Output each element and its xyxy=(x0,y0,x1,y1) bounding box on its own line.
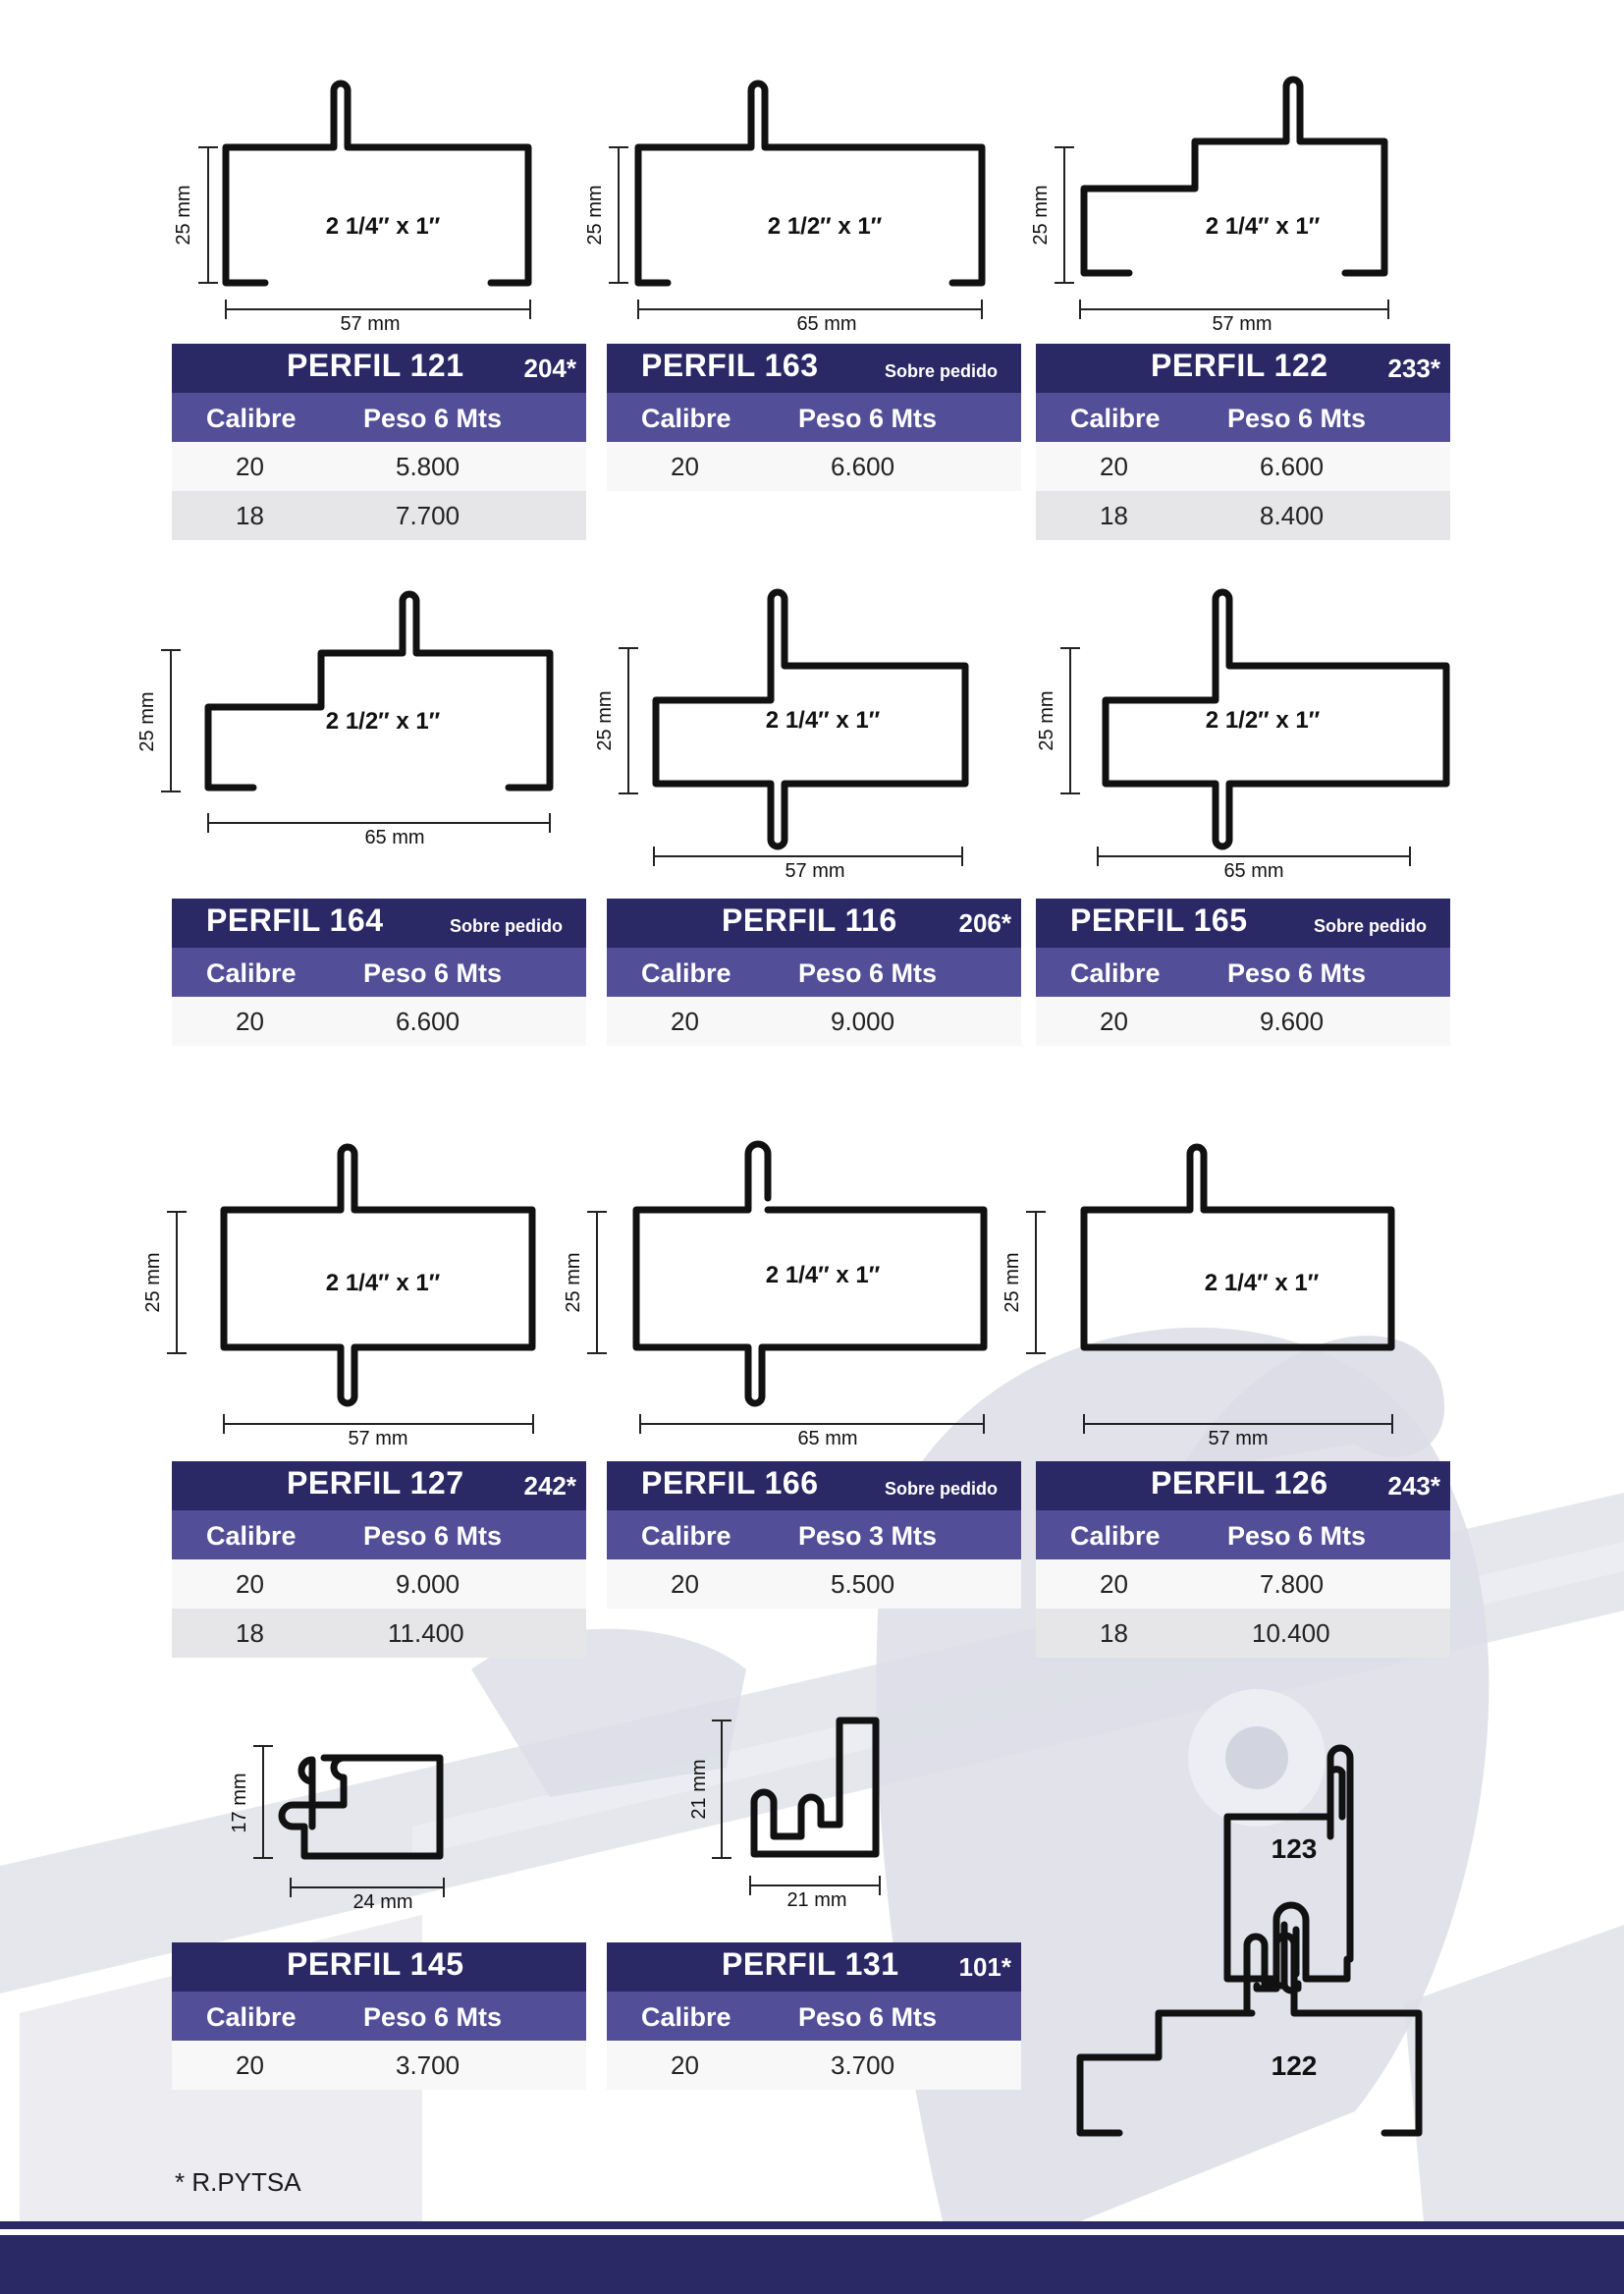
height-label: 21 mm xyxy=(688,1759,710,1820)
table-header xyxy=(1036,1461,1450,1510)
peso-value: 3.700 xyxy=(831,2050,895,2080)
col-calibre: Calibre xyxy=(641,958,731,988)
col-peso: Peso 6 Mts xyxy=(363,958,503,988)
profile-164-drawing xyxy=(137,579,560,854)
profile-126-drawing xyxy=(1001,1139,1424,1453)
profile-title: PERFIL 166 xyxy=(641,1465,819,1501)
profile-145-drawing xyxy=(226,1728,471,1925)
profile-166-table xyxy=(607,1461,1021,1609)
col-calibre: Calibre xyxy=(1070,404,1161,433)
table-header xyxy=(172,1942,586,1992)
profile-code: 242* xyxy=(523,1471,576,1501)
col-calibre: Calibre xyxy=(206,2002,297,2032)
profile-title: PERFIL 145 xyxy=(287,1946,464,1982)
col-calibre: Calibre xyxy=(1070,958,1161,988)
col-peso: Peso 6 Mts xyxy=(363,2002,503,2032)
calibre-value: 18 xyxy=(236,501,264,530)
table-header xyxy=(607,344,1021,393)
height-label: 25 mm xyxy=(1001,1252,1023,1313)
height-label: 25 mm xyxy=(563,1252,584,1313)
height-label: 25 mm xyxy=(136,691,158,752)
table-header xyxy=(607,899,1021,948)
profile-145-table xyxy=(172,1942,586,2090)
calibre-value: 18 xyxy=(236,1618,264,1648)
width-label: 21 mm xyxy=(786,1889,847,1911)
table-row xyxy=(607,2041,1021,2090)
profile-title: PERFIL 122 xyxy=(1151,348,1328,383)
profile-121-table xyxy=(172,344,586,540)
column-headers xyxy=(607,393,1021,442)
width-label: 65 mm xyxy=(796,313,857,335)
col-peso: Peso 6 Mts xyxy=(798,958,938,988)
table-row xyxy=(1036,491,1450,540)
calibre-value: 20 xyxy=(236,1569,264,1599)
peso-value: 7.800 xyxy=(1260,1569,1325,1599)
profile-code: 233* xyxy=(1387,354,1440,383)
footer-band xyxy=(0,2235,1624,2294)
profile-code: Sobre pedido xyxy=(884,361,998,381)
col-peso: Peso 6 Mts xyxy=(798,2002,938,2032)
profile-code: 204* xyxy=(523,354,576,383)
column-headers xyxy=(172,393,586,442)
col-peso: Peso 6 Mts xyxy=(1227,958,1367,988)
calibre-value: 20 xyxy=(671,1007,699,1036)
col-calibre: Calibre xyxy=(206,958,297,988)
column-headers xyxy=(1036,948,1450,997)
peso-value: 7.700 xyxy=(396,501,460,530)
height-label: 25 mm xyxy=(142,1252,164,1313)
calibre-value: 20 xyxy=(671,452,699,481)
peso-value: 10.400 xyxy=(1252,1618,1330,1648)
table-header xyxy=(172,1461,586,1510)
size-label: 2 1/2″ x 1″ xyxy=(325,708,441,735)
table-header xyxy=(172,344,586,393)
calibre-value: 20 xyxy=(236,2050,264,2080)
col-peso: Peso 6 Mts xyxy=(363,404,503,433)
table-header xyxy=(1036,899,1450,948)
height-label: 25 mm xyxy=(173,185,194,246)
calibre-value: 18 xyxy=(1100,1618,1128,1648)
profile-code: 243* xyxy=(1387,1471,1440,1501)
profile-126-table xyxy=(1036,1461,1450,1658)
table-header xyxy=(172,899,586,948)
table-row xyxy=(607,442,1021,491)
column-headers xyxy=(1036,393,1450,442)
table-header xyxy=(607,1461,1021,1510)
size-label: 2 1/4″ x 1″ xyxy=(1205,213,1321,240)
peso-value: 8.400 xyxy=(1260,501,1325,530)
column-headers xyxy=(172,1992,586,2041)
profile-code: Sobre pedido xyxy=(884,1479,998,1499)
profile-116-table xyxy=(607,899,1021,1046)
profile-131-drawing xyxy=(687,1709,933,1925)
col-calibre: Calibre xyxy=(641,404,731,433)
peso-value: 6.600 xyxy=(831,452,895,481)
table-row xyxy=(172,1559,586,1609)
col-peso: Peso 3 Mts xyxy=(798,1521,938,1551)
peso-value: 9.000 xyxy=(831,1007,895,1036)
calibre-value: 18 xyxy=(1100,501,1128,530)
column-headers xyxy=(1036,1510,1450,1559)
peso-value: 9.600 xyxy=(1260,1007,1325,1036)
table-row xyxy=(172,491,586,540)
height-label: 25 mm xyxy=(594,690,616,751)
profile-163-table xyxy=(607,344,1021,491)
profile-title: PERFIL 126 xyxy=(1151,1465,1328,1501)
profile-title: PERFIL 131 xyxy=(722,1946,899,1982)
profile-122-drawing xyxy=(1021,69,1414,344)
size-label: 2 1/4″ x 1″ xyxy=(765,1262,881,1288)
col-peso: Peso 6 Mts xyxy=(798,404,938,433)
height-label: 25 mm xyxy=(584,185,606,246)
table-row xyxy=(1036,997,1450,1046)
table-header xyxy=(1036,344,1450,393)
table-row xyxy=(1036,1609,1450,1658)
assembly-123-122-drawing xyxy=(1060,1728,1453,2141)
peso-value: 11.400 xyxy=(388,1618,464,1648)
col-peso: Peso 6 Mts xyxy=(1227,404,1367,433)
col-calibre: Calibre xyxy=(641,1521,731,1551)
calibre-value: 20 xyxy=(236,452,264,481)
profile-title: PERFIL 165 xyxy=(1070,902,1248,938)
profile-title: PERFIL 163 xyxy=(641,348,819,383)
height-label: 25 mm xyxy=(1030,185,1052,246)
col-calibre: Calibre xyxy=(206,1521,297,1551)
profile-165-drawing xyxy=(1011,570,1424,884)
col-peso: Peso 6 Mts xyxy=(1227,1521,1367,1551)
col-calibre: Calibre xyxy=(641,2002,731,2032)
profile-166-drawing xyxy=(563,1139,1001,1453)
calibre-value: 20 xyxy=(1100,452,1128,481)
profile-code: Sobre pedido xyxy=(1313,916,1427,936)
size-label: 2 1/2″ x 1″ xyxy=(1205,707,1321,734)
profile-code: 206* xyxy=(958,908,1011,938)
profile-165-table xyxy=(1036,899,1450,1046)
table-row xyxy=(172,1609,586,1658)
peso-value: 5.800 xyxy=(396,452,460,481)
width-label: 57 mm xyxy=(1208,1428,1269,1449)
size-label: 2 1/4″ x 1″ xyxy=(325,213,441,240)
width-label: 57 mm xyxy=(1212,313,1272,335)
profile-131-table xyxy=(607,1942,1021,2090)
table-row xyxy=(607,997,1021,1046)
width-label: 57 mm xyxy=(340,313,401,335)
profile-127-drawing xyxy=(137,1139,560,1453)
width-label: 24 mm xyxy=(352,1891,413,1913)
calibre-value: 20 xyxy=(671,1569,699,1599)
calibre-value: 20 xyxy=(671,2050,699,2080)
profile-title: PERFIL 127 xyxy=(287,1465,464,1501)
table-header xyxy=(607,1942,1021,1992)
peso-value: 9.000 xyxy=(396,1569,460,1599)
profile-title: PERFIL 164 xyxy=(206,902,384,938)
profile-163-drawing xyxy=(584,69,1001,344)
peso-value: 3.700 xyxy=(396,2050,460,2080)
assembly-top-label: 123 xyxy=(1271,1833,1318,1864)
width-label: 65 mm xyxy=(364,827,425,848)
column-headers xyxy=(172,948,586,997)
profile-164-table xyxy=(172,899,586,1046)
size-label: 2 1/2″ x 1″ xyxy=(767,213,883,240)
profile-title: PERFIL 121 xyxy=(287,348,464,383)
column-headers xyxy=(607,1510,1021,1559)
height-label: 17 mm xyxy=(229,1773,250,1833)
width-label: 57 mm xyxy=(348,1428,408,1449)
width-label: 57 mm xyxy=(785,860,845,882)
profile-code: Sobre pedido xyxy=(449,916,563,936)
table-row xyxy=(1036,1559,1450,1609)
column-headers xyxy=(607,1992,1021,2041)
profile-code: 101* xyxy=(958,1952,1011,1982)
width-label: 65 mm xyxy=(1223,860,1284,882)
width-label: 65 mm xyxy=(797,1428,858,1449)
col-peso: Peso 6 Mts xyxy=(363,1521,503,1551)
table-row xyxy=(172,997,586,1046)
calibre-value: 20 xyxy=(1100,1007,1128,1036)
col-calibre: Calibre xyxy=(1070,1521,1161,1551)
table-row xyxy=(1036,442,1450,491)
profile-116-drawing xyxy=(589,570,1001,884)
table-row xyxy=(607,1559,1021,1609)
profile-127-table xyxy=(172,1461,586,1658)
col-calibre: Calibre xyxy=(206,404,297,433)
assembly-bottom-label: 122 xyxy=(1271,2050,1318,2081)
profile-122-table xyxy=(1036,344,1450,540)
peso-value: 6.600 xyxy=(396,1007,460,1036)
size-label: 2 1/4″ x 1″ xyxy=(765,707,881,734)
profile-121-drawing xyxy=(167,69,550,344)
size-label: 2 1/4″ x 1″ xyxy=(1204,1270,1320,1296)
peso-value: 5.500 xyxy=(831,1569,895,1599)
calibre-value: 20 xyxy=(1100,1569,1128,1599)
height-label: 25 mm xyxy=(1036,690,1057,751)
footnote: * R.PYTSA xyxy=(175,2167,301,2197)
column-headers xyxy=(607,948,1021,997)
calibre-value: 20 xyxy=(236,1007,264,1036)
profile-title: PERFIL 116 xyxy=(722,902,897,938)
peso-value: 6.600 xyxy=(1260,452,1325,481)
column-headers xyxy=(172,1510,586,1559)
table-row xyxy=(172,2041,586,2090)
footer-rule xyxy=(0,2221,1624,2229)
table-row xyxy=(172,442,586,491)
size-label: 2 1/4″ x 1″ xyxy=(325,1270,441,1296)
